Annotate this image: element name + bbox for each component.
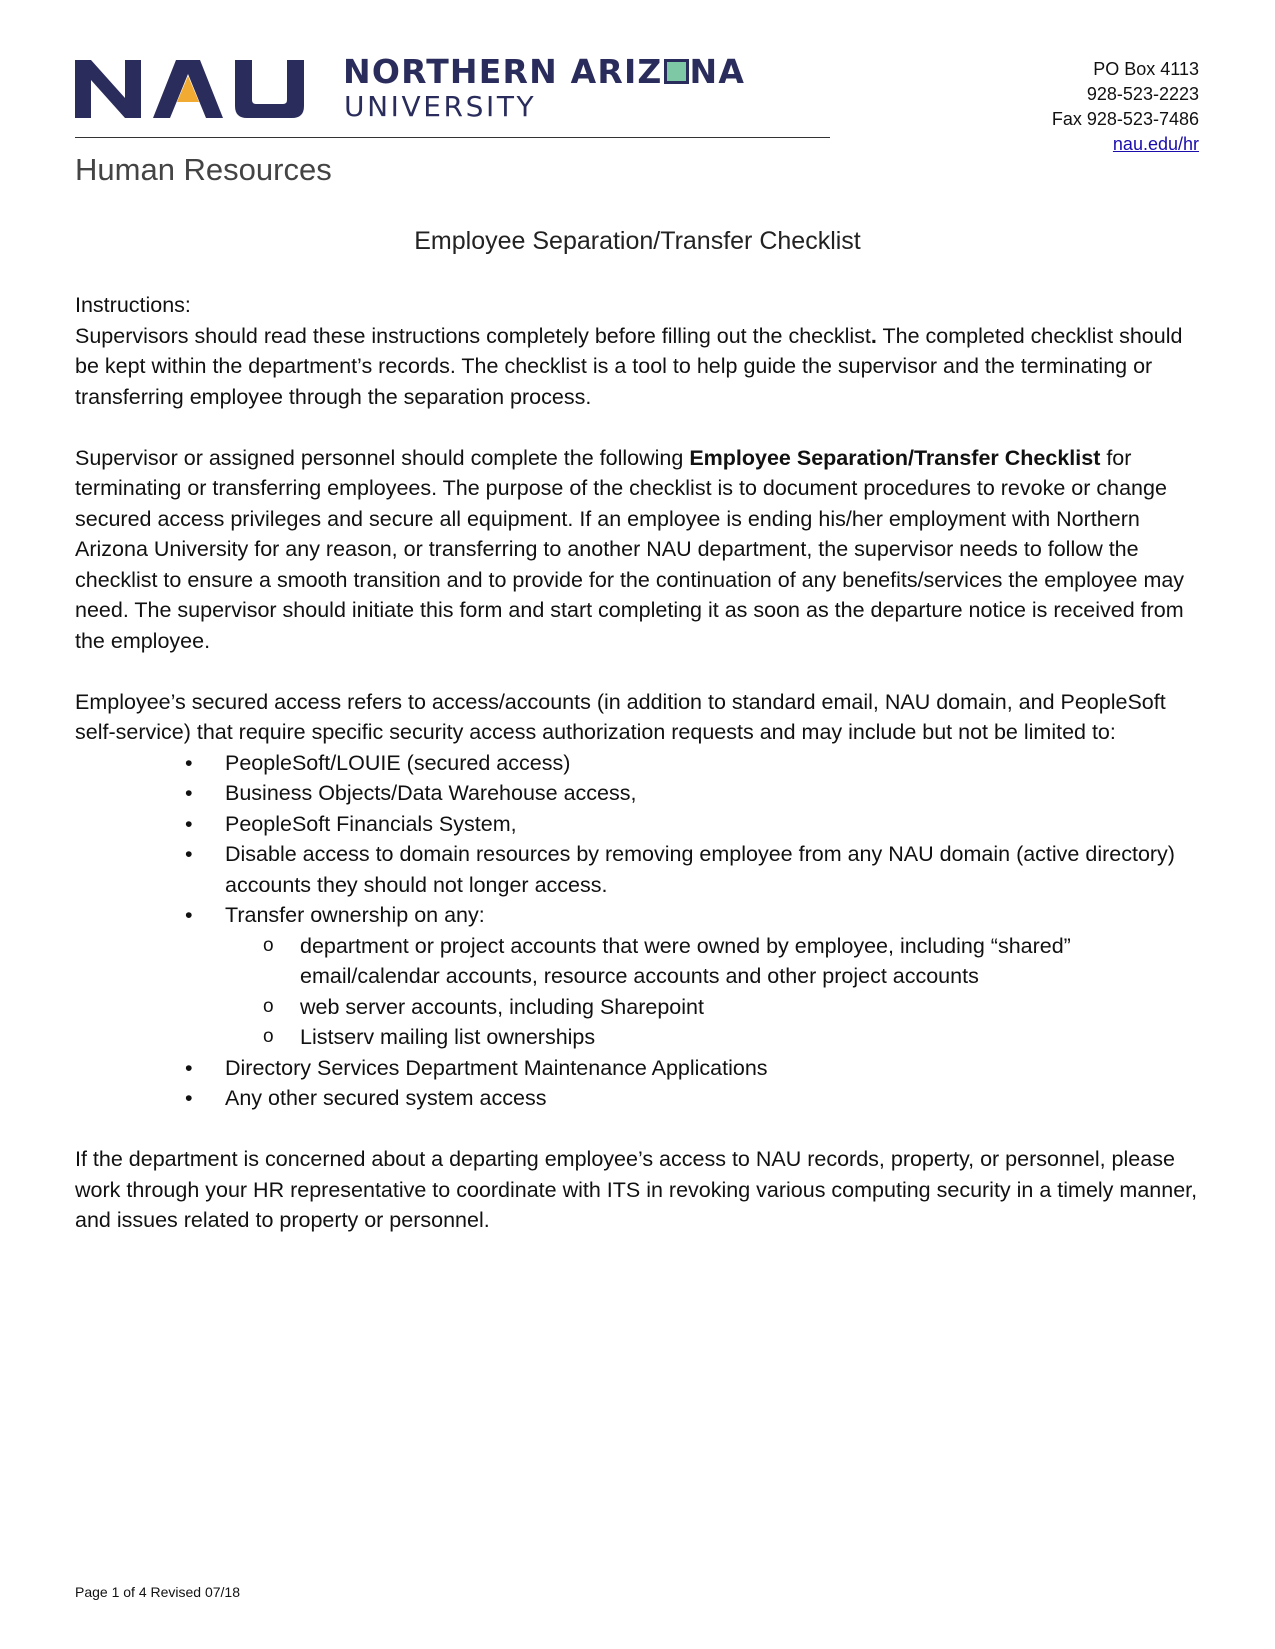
paragraph-4: If the department is concerned about a departing employee’s access to NAU records, property, or personnel, please work through your HR representative to coordinate with ITS in revoking various computing security in a timely manner, and issues related to property or personnel. [75,1147,1198,1232]
department-name: Human Resources [75,152,332,187]
list-item: • PeopleSoft/LOUIE (secured access) [75,748,1205,779]
fax-number: Fax 928-523-7486 [1051,109,1199,129]
header-divider [75,137,830,138]
list-item: • Directory Services Department Maintenance Applications [75,1053,1205,1084]
paragraph-1: Supervisors should read these instructions completely before filling out the checklist. The completed checklist should be kept within the department’s records. The checklist is a tool to help guide the supervisor and the terminating or transferring employee through the separation process. [75,323,1183,409]
list-item: • Any other secured system access [75,1083,1205,1114]
contact-block [1052,57,1199,157]
paragraph-3: Employee’s secured access refers to access/accounts (in addition to standard email, NAU domain, and PeopleSoft self-service) that require specific security access authorization requests and may include but not be limited to: [75,689,1166,744]
instructions-heading: Instructions: [75,293,191,317]
logo-square-o-icon [664,59,689,84]
sub-list-item: o department or project accounts that were owned by employee, including “shared” email/calendar accounts, resource accounts and other project accounts [225,931,1205,992]
secured-access-list [75,748,1205,1114]
list-item: • Business Objects/Data Warehouse access, [75,778,1205,809]
university-name-line-2: UNIVERSITY [344,90,537,123]
document-title: Employee Separation/Transfer Checklist [414,227,861,255]
po-box: PO Box 4113 [1093,59,1199,79]
nau-logo-mark [75,60,311,120]
page-footer: Page 1 of 4 Revised 07/18 [75,1584,241,1600]
list-item: • Transfer ownership on any: o department or project accounts that were owned by employee, including “shared” email/calendar accounts, resource accounts and other project accounts o web server accounts, including Sharepoint o Listserv mailing list ownerships [75,900,1205,1053]
list-item: • PeopleSoft Financials System, [75,809,1205,840]
document-body [75,290,1205,1266]
paragraph-2: Supervisor or assigned personnel should complete the following Employee Separation/Transfer Checklist for terminating or transferring employees. The purpose of the checklist is to document procedures to revoke or change secured access privileges and secure all equipment. If an employee is ending his/her employment with Northern Arizona University for any reason, or transferring to another NAU department, the supervisor needs to follow the checklist to ensure a smooth transition and to provide for the continuation of any benefits/services the employee may need. The supervisor should initiate this form and start completing it as soon as the departure notice is received from the employee. [75,445,1185,653]
sub-list-item: o Listserv mailing list ownerships [225,1022,1205,1053]
list-item: • Disable access to domain resources by removing employee from any NAU domain (active directory) accounts they should not longer access. [75,839,1205,900]
checklist-name-bold: Employee Separation/Transfer Checklist [689,445,1101,470]
website-link[interactable]: nau.edu/hr [1112,134,1199,154]
university-name-line-1: NORTHERN ARIZ NA [343,52,746,91]
phone-number: 928-523-2223 [1086,84,1199,104]
transfer-ownership-sublist [225,931,1205,1053]
sub-list-item: o web server accounts, including Sharepoint [225,992,1205,1023]
nau-logo [75,52,830,128]
